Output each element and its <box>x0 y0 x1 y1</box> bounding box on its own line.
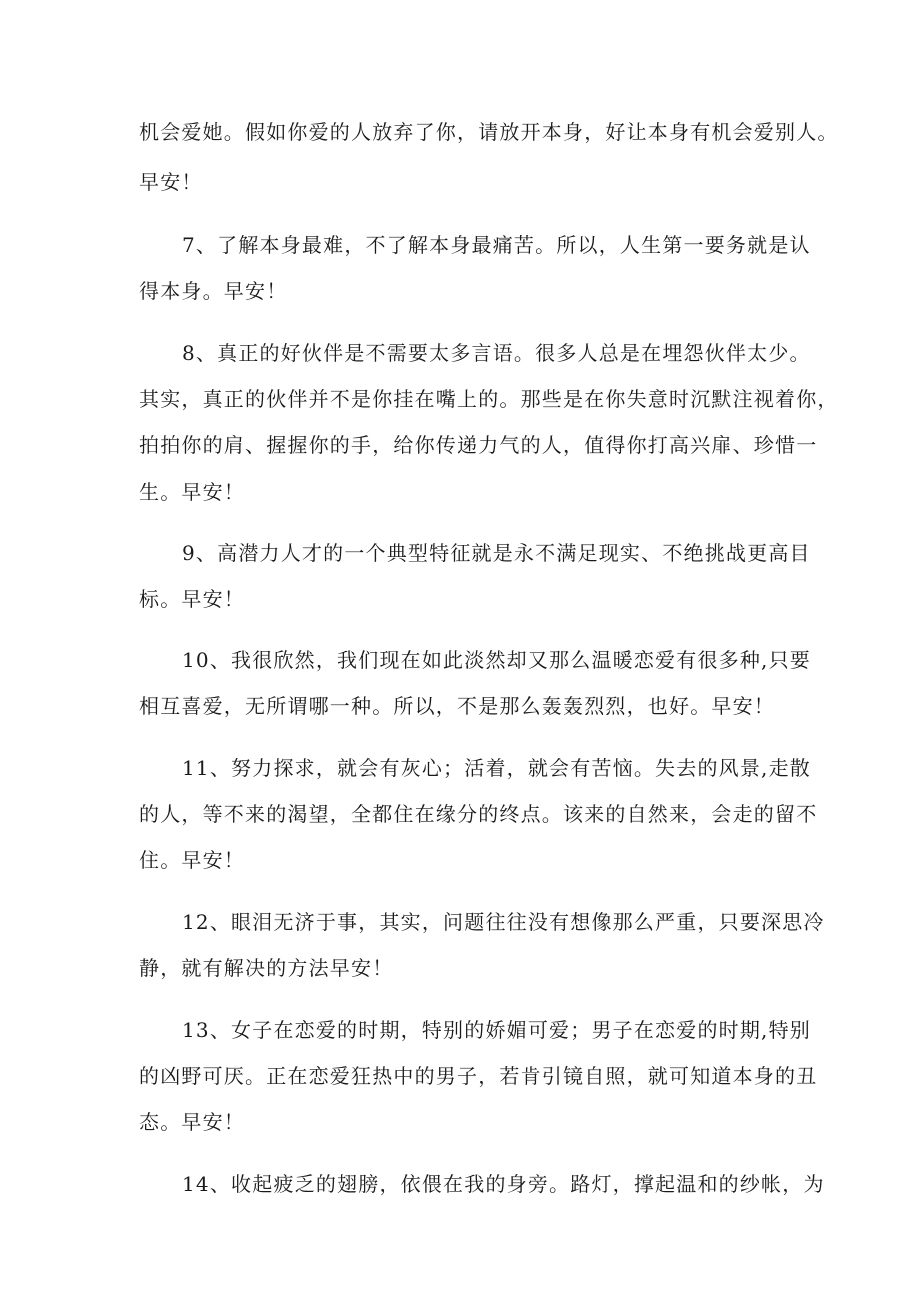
paragraph-line: 13、女子在恋爱的时期，特别的娇媚可爱；男子在恋爱的时期,特别 <box>182 1018 812 1042</box>
paragraph-line: 14、收起疲乏的翅膀，依偎在我的身旁。路灯，撑起温和的纱帐，为 <box>182 1172 825 1196</box>
paragraph-line: 得本身。早安！ <box>139 279 288 303</box>
paragraph-line: 7、了解本身最难，不了解本身最痛苦。所以，人生第一要务就是认 <box>182 233 811 257</box>
paragraph-line: 10、我很欣然，我们现在如此淡然却又那么温暖恋爱有很多种,只要 <box>182 648 812 672</box>
paragraph-line: 标。早安！ <box>139 587 245 611</box>
paragraph-line: 态。早安！ <box>139 1110 245 1134</box>
paragraph-line: 9、高潜力人才的一个典型特征就是永不满足现实、不绝挑战更高目 <box>182 541 811 565</box>
paragraph-line: 的凶野可厌。正在恋爱狂热中的男子，若肯引镜自照，就可知道本身的丑 <box>139 1064 818 1088</box>
paragraph-line: 12、眼泪无济于事，其实，问题往往没有想像那么严重，只要深思冷 <box>182 910 825 934</box>
paragraph-line: 8、真正的好伙伴是不需要太多言语。很多人总是在埋怨伙伴太少。 <box>182 341 811 365</box>
paragraph-line: 其实，真正的伙伴并不是你挂在嘴上的。那些是在你失意时沉默注视着你， <box>139 387 839 411</box>
paragraph-line: 的人，等不来的渴望，全都住在缘分的终点。该来的自然来，会走的留不 <box>139 802 818 826</box>
paragraph-line: 静，就有解决的方法早安！ <box>139 956 394 980</box>
paragraph-line: 11、努力探求，就会有灰心；活着，就会有苦恼。失去的风景,走散 <box>182 756 812 780</box>
paragraph-line: 生。早安！ <box>139 480 245 504</box>
paragraph-line: 早安！ <box>139 170 203 194</box>
paragraph-line: 住。早安！ <box>139 848 245 872</box>
paragraph-line: 拍拍你的肩、握握你的手，给你传递力气的人，值得你打高兴扉、珍惜一 <box>139 433 818 457</box>
paragraph-line: 相互喜爱，无所谓哪一种。所以，不是那么轰轰烈烈，也好。早安！ <box>139 694 775 718</box>
paragraph-line: 机会爱她。假如你爱的人放弃了你，请放开本身，好让本身有机会爱别人。 <box>139 120 839 144</box>
